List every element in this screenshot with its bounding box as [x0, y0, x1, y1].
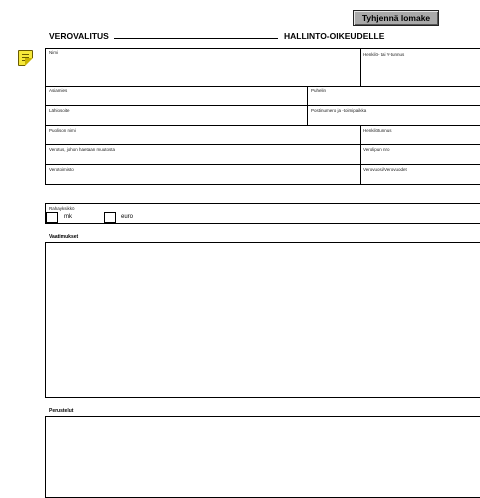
grid-line — [45, 184, 480, 185]
asiamies-field[interactable] — [46, 87, 306, 104]
euro-label: euro — [121, 214, 134, 220]
verotus-field[interactable] — [46, 145, 359, 163]
verotus-label: Verotus, johon haetaan muutosta — [49, 147, 116, 152]
puolison-hetu-label: Henkilötunnus — [363, 128, 392, 133]
verolipun-nro-field[interactable] — [361, 145, 480, 163]
clear-form-button[interactable]: Tyhjennä lomake — [353, 10, 439, 26]
mk-label: mk — [64, 214, 72, 220]
lahiosoite-label: Lähiosoite — [49, 108, 70, 113]
mk-checkbox[interactable] — [46, 212, 58, 223]
henkilotunnus-field[interactable] — [361, 49, 480, 85]
note-icon[interactable] — [18, 50, 33, 66]
puhelin-label: Puhelin — [311, 88, 327, 93]
perustelut-heading: Perustelut — [49, 408, 74, 414]
title-underline[interactable] — [114, 38, 278, 39]
henkilotunnus-label: Henkilö- tai Y-tunnus — [363, 52, 405, 57]
puolison-hetu-field[interactable] — [361, 126, 480, 143]
verotoimisto-field[interactable] — [46, 165, 359, 183]
asiamies-label: Asiamies — [49, 88, 68, 93]
vaatimukset-textarea[interactable] — [45, 242, 480, 398]
nimi-label: Nimi — [49, 50, 58, 55]
form-title: VEROVALITUS — [49, 31, 109, 41]
verovuosi-label: Verovuosi/Verovuodet — [363, 167, 407, 172]
puolison-nimi-field[interactable] — [46, 126, 359, 143]
court-title: HALLINTO-OIKEUDELLE — [284, 31, 385, 41]
verotoimisto-label: Verotoimisto — [49, 167, 74, 172]
euro-checkbox[interactable] — [104, 212, 116, 223]
perustelut-textarea[interactable] — [45, 416, 480, 498]
puolison-nimi-label: Puolison nimi — [49, 128, 76, 133]
verolipun-nro-label: Verolipun nro — [363, 147, 390, 152]
vaatimukset-heading: Vaatimukset — [49, 234, 79, 240]
puhelin-field[interactable] — [308, 87, 480, 104]
lahiosoite-field[interactable] — [46, 106, 306, 124]
rahayksikko-topline — [45, 203, 480, 204]
postinumero-label: Postinumero ja -toimipaikka — [311, 108, 367, 113]
nimi-field[interactable] — [46, 49, 359, 85]
verovuosi-field[interactable] — [361, 165, 480, 183]
rahayksikko-bottomline — [45, 223, 480, 224]
rahayksikko-label: Rahayksikkö — [49, 206, 75, 211]
postinumero-field[interactable] — [308, 106, 480, 124]
